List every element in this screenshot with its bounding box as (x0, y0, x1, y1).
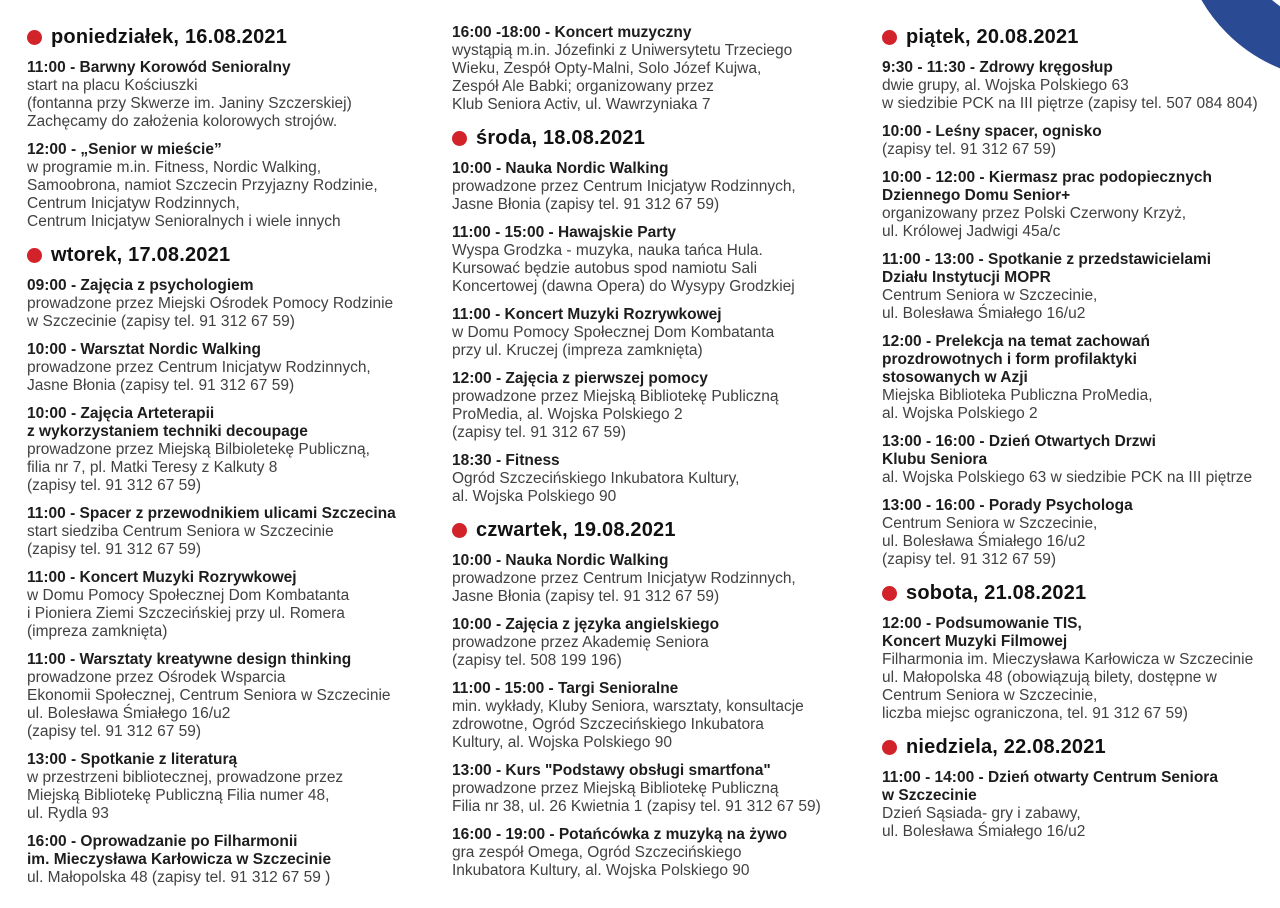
event-item (27, 341, 435, 395)
day-header-label: piątek, 20.08.2021 (906, 26, 1079, 48)
event-title: 11:00 - Warsztaty kreatywne design thinking (27, 651, 352, 668)
red-bullet-dot-icon (882, 30, 897, 45)
event-detail: prowadzone przez Miejską Bibliotekę Publiczną (452, 388, 779, 405)
red-bullet-dot-icon (27, 30, 42, 45)
event-detail: Samoobrona, namiot Szczecin Przyjazny Rodzinie, (27, 177, 378, 194)
event-item (882, 333, 1278, 423)
event-detail: Wieku, Zespół Opty-Malni, Solo Józef Kujwa, (452, 60, 762, 77)
event-detail: gra zespół Omega, Ogród Szczecińskiego (452, 844, 742, 861)
event-detail: prowadzone przez Miejską Bibliotekę Publiczną (452, 780, 779, 797)
event-detail: w siedzibie PCK na III piętrze (zapisy tel. 507 084 804) (882, 95, 1258, 112)
event-title: Klubu Seniora (882, 451, 988, 468)
event-detail: Miejska Biblioteka Publiczna ProMedia, (882, 387, 1153, 404)
event-item (27, 751, 435, 823)
day-header (452, 127, 854, 150)
event-item (882, 59, 1278, 113)
event-item (452, 762, 854, 816)
event-item (882, 615, 1278, 723)
event-item (882, 169, 1278, 241)
event-detail: Jasne Błonia (zapisy tel. 91 312 67 59) (27, 377, 295, 394)
red-bullet-dot-icon (882, 586, 897, 601)
event-detail: (zapisy tel. 91 312 67 59) (452, 424, 627, 441)
column-left (27, 0, 435, 897)
event-detail: Zachęcamy do założenia kolorowych strojów. (27, 113, 338, 130)
event-detail: ProMedia, al. Wojska Polskiego 2 (452, 406, 683, 423)
event-detail: min. wykłady, Kluby Seniora, warsztaty, konsultacje (452, 698, 804, 715)
event-detail: Kultury, al. Wojska Polskiego 90 (452, 734, 672, 751)
event-item (452, 160, 854, 214)
event-detail: (zapisy tel. 91 312 67 59) (27, 723, 202, 740)
event-item (27, 651, 435, 741)
event-detail: Zespół Ale Babki; organizowany przez (452, 78, 714, 95)
event-detail: ul. Bolesława Śmiałego 16/u2 (882, 533, 1086, 550)
event-detail: organizowany przez Polski Czerwony Krzyż, (882, 205, 1187, 222)
red-bullet-dot-icon (882, 740, 897, 755)
event-detail: Miejską Bibliotekę Publiczną Filia numer 48, (27, 787, 330, 804)
day-header (882, 26, 1278, 49)
event-title: 12:00 - Prelekcja na temat zachowań (882, 333, 1150, 350)
event-title: 12:00 - „Senior w mieście” (27, 141, 222, 158)
event-detail: Ogród Szczecińskiego Inkubatora Kultury, (452, 470, 740, 487)
event-detail: zdrowotne, Ogród Szczecińskiego Inkubatora (452, 716, 764, 733)
event-detail: (zapisy tel. 91 312 67 59) (882, 141, 1057, 158)
event-title: Dziennego Domu Senior+ (882, 187, 1071, 204)
event-detail: Ekonomii Społecznej, Centrum Seniora w Szczecinie (27, 687, 391, 704)
event-item (882, 497, 1278, 569)
event-detail: ul. Bolesława Śmiałego 16/u2 (882, 305, 1086, 322)
event-item (27, 141, 435, 231)
event-detail: Koncertowej (dawna Opera) do Wysypy Grodzkiej (452, 278, 795, 295)
event-detail: dwie grupy, al. Wojska Polskiego 63 (882, 77, 1129, 94)
event-detail: prowadzone przez Miejski Ośrodek Pomocy Rodzinie (27, 295, 394, 312)
event-item (452, 306, 854, 360)
event-detail: Filharmonia im. Mieczysława Karłowicza w Szczecinie (882, 651, 1254, 668)
event-detail: liczba miejsc ograniczona, tel. 91 312 67 59) (882, 705, 1188, 722)
event-detail: prowadzone przez Ośrodek Wsparcia (27, 669, 286, 686)
event-detail: Filia nr 38, ul. 26 Kwietnia 1 (zapisy tel. 91 312 67 59) (452, 798, 821, 815)
event-title: 11:00 - 13:00 - Spotkanie z przedstawicielami (882, 251, 1212, 268)
day-header (27, 26, 435, 49)
event-title: z wykorzystaniem techniki decoupage (27, 423, 308, 440)
event-detail: Kursować będzie autobus spod namiotu Sali (452, 260, 758, 277)
event-title: 16:00 - Oprowadzanie po Filharmonii (27, 833, 298, 850)
event-item (27, 277, 435, 331)
event-detail: ul. Małopolska 48 (zapisy tel. 91 312 67 59 ) (27, 869, 331, 886)
event-detail: w Domu Pomocy Społecznej Dom Kombatanta (452, 324, 775, 341)
event-detail: ul. Rydla 93 (27, 805, 109, 822)
event-title: 09:00 - Zajęcia z psychologiem (27, 277, 254, 294)
event-detail: w przestrzeni bibliotecznej, prowadzone przez (27, 769, 344, 786)
event-item (882, 433, 1278, 487)
event-detail: w Domu Pomocy Społecznej Dom Kombatanta (27, 587, 350, 604)
event-title: 13:00 - 16:00 - Porady Psychologa (882, 497, 1133, 514)
event-title: 11:00 - 15:00 - Targi Senioralne (452, 680, 679, 697)
event-detail: Jasne Błonia (zapisy tel. 91 312 67 59) (452, 588, 720, 605)
event-title: 10:00 - Warsztat Nordic Walking (27, 341, 261, 358)
event-title: stosowanych w Azji (882, 369, 1028, 386)
event-detail: (zapisy tel. 91 312 67 59) (882, 551, 1057, 568)
event-item (452, 552, 854, 606)
event-detail: Klub Seniora Activ, ul. Wawrzyniaka 7 (452, 96, 711, 113)
event-detail: Wyspa Grodzka - muzyka, nauka tańca Hula. (452, 242, 763, 259)
event-item (27, 569, 435, 641)
red-bullet-dot-icon (452, 131, 467, 146)
day-header (452, 519, 854, 542)
event-title: 10:00 - Zajęcia Arteterapii (27, 405, 215, 422)
red-bullet-dot-icon (452, 523, 467, 538)
day-header (27, 244, 435, 267)
event-title: 13:00 - Kurs "Podstawy obsługi smartfona" (452, 762, 771, 779)
event-title: 16:00 - 19:00 - Potańcówka z muzyką na żywo (452, 826, 788, 843)
event-detail: Dzień Sąsiada- gry i zabawy, (882, 805, 1081, 822)
event-item (452, 680, 854, 752)
event-title: 12:00 - Zajęcia z pierwszej pomocy (452, 370, 708, 387)
event-detail: prowadzone przez Centrum Inicjatyw Rodzinnych, (452, 178, 796, 195)
day-header-label: wtorek, 17.08.2021 (51, 244, 231, 266)
red-bullet-dot-icon (27, 248, 42, 263)
event-title: w Szczecinie (882, 787, 977, 804)
event-detail: filia nr 7, pl. Matki Teresy z Kalkuty 8 (27, 459, 278, 476)
event-title: 11:00 - Spacer z przewodnikiem ulicami Szczecina (27, 505, 396, 522)
event-detail: ul. Bolesława Śmiałego 16/u2 (882, 823, 1086, 840)
event-item (27, 505, 435, 559)
event-item (882, 123, 1278, 159)
event-detail: Jasne Błonia (zapisy tel. 91 312 67 59) (452, 196, 720, 213)
day-header (882, 736, 1278, 759)
event-detail: ul. Małopolska 48 (obowiązują bilety, dostępne w (882, 669, 1217, 686)
event-title: 10:00 - Nauka Nordic Walking (452, 160, 669, 177)
event-title: im. Mieczysława Karłowicza w Szczecinie (27, 851, 332, 868)
event-detail: (zapisy tel. 91 312 67 59) (27, 477, 202, 494)
event-title: Działu Instytucji MOPR (882, 269, 1051, 286)
day-header-label: środa, 18.08.2021 (476, 127, 646, 149)
event-item (452, 24, 854, 114)
event-detail: prowadzone przez Centrum Inicjatyw Rodzinnych, (27, 359, 371, 376)
event-title: 12:00 - Podsumowanie TIS, (882, 615, 1082, 632)
event-item (452, 616, 854, 670)
event-item (882, 251, 1278, 323)
event-detail: start siedziba Centrum Seniora w Szczecinie (27, 523, 334, 540)
event-title: 11:00 - Koncert Muzyki Rozrywkowej (27, 569, 297, 586)
event-detail: Centrum Inicjatyw Rodzinnych, (27, 195, 240, 212)
event-detail: w Szczecinie (zapisy tel. 91 312 67 59) (27, 313, 295, 330)
event-detail: (zapisy tel. 91 312 67 59) (27, 541, 202, 558)
event-item (452, 224, 854, 296)
event-title: 18:30 - Fitness (452, 452, 560, 469)
event-title: 10:00 - Nauka Nordic Walking (452, 552, 669, 569)
event-detail: al. Wojska Polskiego 90 (452, 488, 617, 505)
event-title: prozdrowotnych i form profilaktyki (882, 351, 1137, 368)
event-detail: prowadzone przez Centrum Inicjatyw Rodzinnych, (452, 570, 796, 587)
event-title: 9:30 - 11:30 - Zdrowy kręgosłup (882, 59, 1113, 76)
event-title: 16:00 -18:00 - Koncert muzyczny (452, 24, 692, 41)
event-detail: Centrum Seniora w Szczecinie, (882, 515, 1098, 532)
event-detail: wystąpią m.in. Józefinki z Uniwersytetu Trzeciego (452, 42, 793, 59)
day-header-label: niedziela, 22.08.2021 (906, 736, 1106, 758)
event-item (452, 452, 854, 506)
event-title: 10:00 - Leśny spacer, ognisko (882, 123, 1102, 140)
event-detail: Centrum Seniora w Szczecinie, (882, 287, 1098, 304)
event-detail: (fontanna przy Skwerze im. Janiny Szczerskiej) (27, 95, 352, 112)
event-item (452, 826, 854, 880)
column-middle (452, 0, 854, 890)
day-header-label: poniedziałek, 16.08.2021 (51, 26, 288, 48)
event-item (882, 769, 1278, 841)
event-title: 11:00 - 15:00 - Hawajskie Party (452, 224, 677, 241)
event-detail: w programie m.in. Fitness, Nordic Walking, (27, 159, 322, 176)
day-header (882, 582, 1278, 605)
event-title: 10:00 - Zajęcia z języka angielskiego (452, 616, 720, 633)
day-header-label: sobota, 21.08.2021 (906, 582, 1087, 604)
event-detail: ul. Bolesława Śmiałego 16/u2 (27, 705, 231, 722)
event-detail: prowadzone przez Akademię Seniora (452, 634, 709, 651)
event-detail: (impreza zamknięta) (27, 623, 168, 640)
event-item (452, 370, 854, 442)
event-item (27, 833, 435, 887)
event-detail: al. Wojska Polskiego 63 w siedzibie PCK na III piętrze (882, 469, 1253, 486)
event-title: Koncert Muzyki Filmowej (882, 633, 1068, 650)
event-title: 13:00 - Spotkanie z literaturą (27, 751, 238, 768)
event-detail: Centrum Seniora w Szczecinie, (882, 687, 1098, 704)
event-detail: ul. Królowej Jadwigi 45a/c (882, 223, 1061, 240)
event-title: 13:00 - 16:00 - Dzień Otwartych Drzwi (882, 433, 1156, 450)
day-header-label: czwartek, 19.08.2021 (476, 519, 676, 541)
event-title: 11:00 - 14:00 - Dzień otwarty Centrum Seniora (882, 769, 1218, 786)
event-detail: start na placu Kościuszki (27, 77, 198, 94)
event-detail: Inkubatora Kultury, al. Wojska Polskiego 90 (452, 862, 750, 879)
event-item (27, 59, 435, 131)
event-item (27, 405, 435, 495)
event-title: 11:00 - Barwny Korowód Senioralny (27, 59, 291, 76)
event-detail: i Pioniera Ziemi Szczecińskiej przy ul. Romera (27, 605, 345, 622)
event-detail: przy ul. Kruczej (impreza zamknięta) (452, 342, 703, 359)
event-detail: al. Wojska Polskiego 2 (882, 405, 1038, 422)
event-detail: (zapisy tel. 508 199 196) (452, 652, 622, 669)
event-title: 11:00 - Koncert Muzyki Rozrywkowej (452, 306, 722, 323)
column-right (882, 0, 1278, 851)
event-detail: Centrum Inicjatyw Senioralnych i wiele innych (27, 213, 341, 230)
event-detail: prowadzone przez Miejską Bilbioletekę Publiczną, (27, 441, 370, 458)
event-title: 10:00 - 12:00 - Kiermasz prac podopiecznych (882, 169, 1212, 186)
